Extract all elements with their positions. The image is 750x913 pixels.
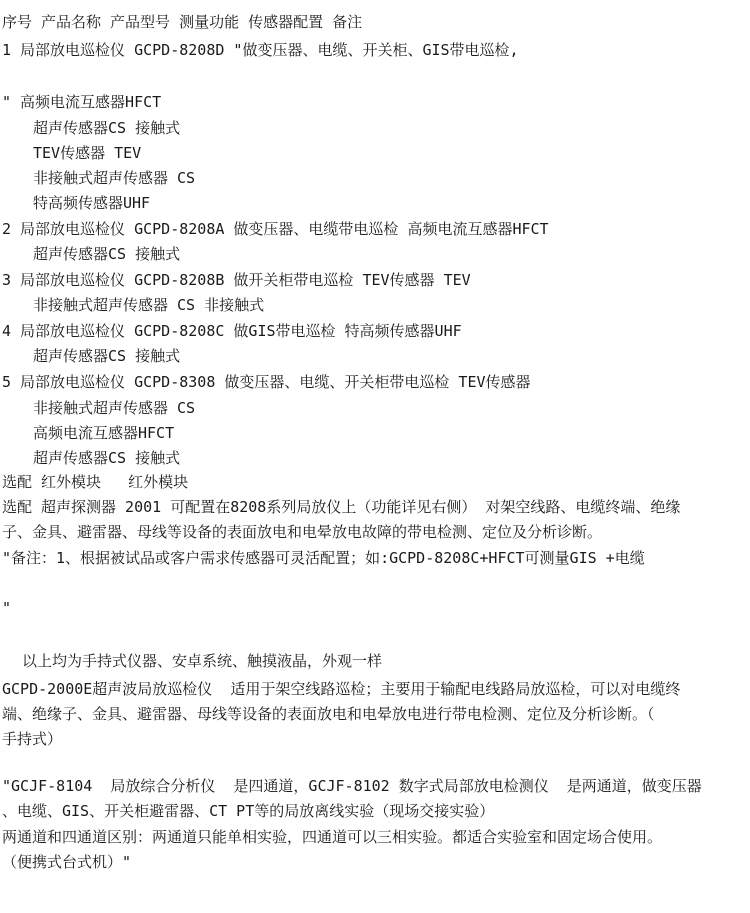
product-1-sensor-2: TEV传感器 TEV	[33, 144, 142, 162]
optional-infrared-line: 选配 红外模块 红外模块	[2, 473, 189, 491]
gcpd-2000e-line-3: 手持式）	[2, 730, 63, 748]
gcjf-line-3: 两通道和四通道区别：两通道只能单相实验，四通道可以三相实验。都适合实验室和固定场合使用。	[2, 828, 663, 846]
product-5-sensor-2: 高频电流互感器HFCT	[33, 424, 175, 442]
product-1-sensor-4: 特高频传感器UHF	[33, 194, 151, 212]
gcjf-line-2: 、电缆、GIS、开关柜避雷器、CT PT等的局放离线实验（现场交接实验）	[2, 802, 495, 820]
product-1-sensor-1: 超声传感器CS 接触式	[33, 119, 181, 137]
gcpd-2000e-line-2: 端、绝缘子、金具、避雷器、母线等设备的表面放电和电晕放电进行带电检测、定位及分析诊断。（	[2, 705, 655, 723]
product-2-sensor-1: 超声传感器CS 接触式	[33, 245, 181, 263]
product-3-sensor-1: 非接触式超声传感器 CS 非接触式	[33, 296, 265, 314]
product-1-quote-line: " 高频电流互感器HFCT	[2, 93, 162, 111]
optional-ultrasonic-line-2: 子、金具、避雷器、母线等设备的表面放电和电晕放电故障的带电检测、定位及分析诊断。	[2, 523, 603, 541]
remark-line: "备注：1、根据被试品或客户需求传感器可灵活配置；如:GCPD-8208C+HFCT可测量GIS +电缆	[2, 549, 645, 567]
product-1-sensor-3: 非接触式超声传感器 CS	[33, 169, 196, 187]
product-5-line: 5 局部放电巡检仪 GCPD-8308 做变压器、电缆、开关柜带电巡检 TEV传感器	[2, 373, 531, 391]
optional-ultrasonic-line-1: 选配 超声探测器 2001 可配置在8208系列局放仪上（功能详见右侧） 对架空线路、电缆终端、绝缘	[2, 498, 681, 516]
product-4-sensor-1: 超声传感器CS 接触式	[33, 347, 181, 365]
product-5-sensor-1: 非接触式超声传感器 CS	[33, 399, 196, 417]
stray-quote: "	[2, 599, 12, 617]
product-1-line: 1 局部放电巡检仪 GCPD-8208D "做变压器、电缆、开关柜、GIS带电巡检,	[2, 41, 519, 59]
product-5-sensor-3: 超声传感器CS 接触式	[33, 449, 181, 467]
product-2-line: 2 局部放电巡检仪 GCPD-8208A 做变压器、电缆带电巡检 高频电流互感器HFCT	[2, 220, 549, 238]
gcjf-line-1: "GCJF-8104 局放综合分析仪 是四通道，GCJF-8102 数字式局部放电检测仪 是两通道，做变压器	[2, 777, 702, 795]
table-header-line: 序号 产品名称 产品型号 测量功能 传感器配置 备注	[2, 13, 363, 31]
gcjf-line-4: （便携式台式机）"	[2, 853, 132, 871]
product-3-line: 3 局部放电巡检仪 GCPD-8208B 做开关柜带电巡检 TEV传感器 TEV	[2, 271, 471, 289]
handheld-summary-line: 以上均为手持式仪器、安卓系统、触摸液晶，外观一样	[22, 652, 383, 670]
product-4-line: 4 局部放电巡检仪 GCPD-8208C 做GIS带电巡检 特高频传感器UHF	[2, 322, 462, 340]
gcpd-2000e-line-1: GCPD-2000E超声波局放巡检仪 适用于架空线路巡检；主要用于输配电线路局放巡检，可以对电缆终	[2, 680, 681, 698]
